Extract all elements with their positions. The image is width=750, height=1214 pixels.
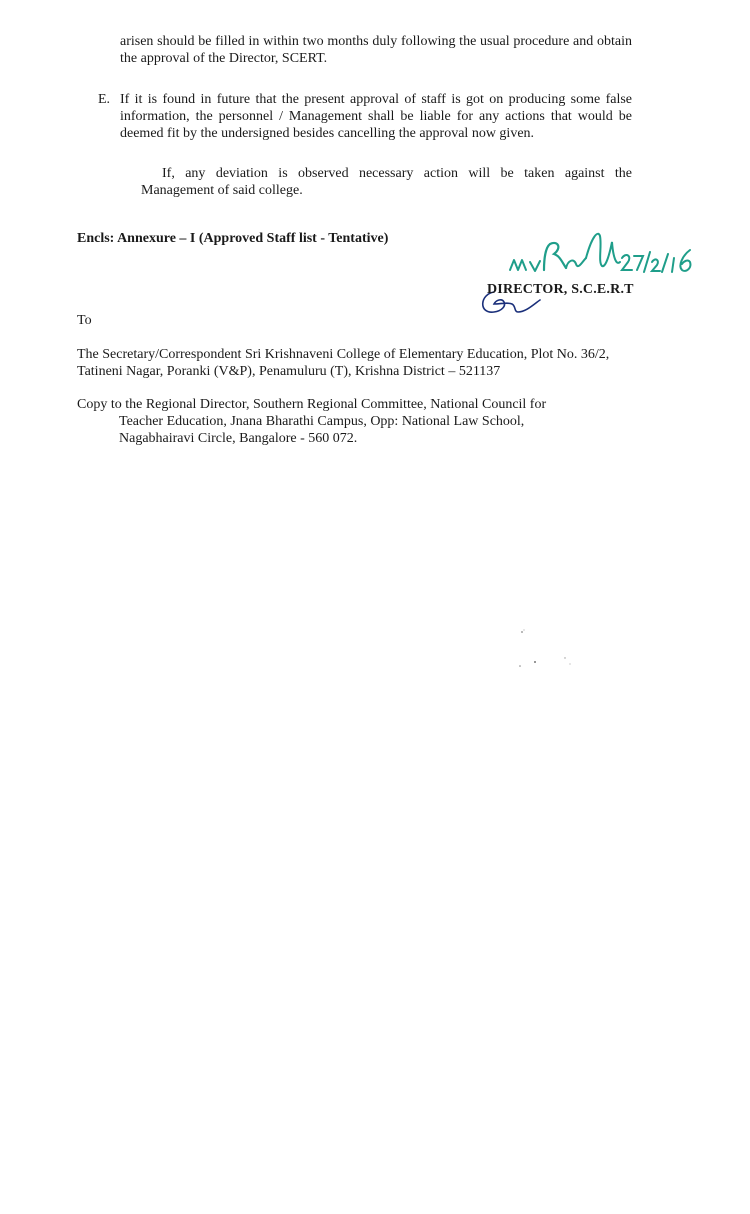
item-e-marker: E.	[98, 92, 111, 107]
paragraph-deviation: If, any deviation is observed necessary action will be taken against the Management of said college.	[141, 166, 632, 198]
copy-to-line-1: Copy to the Regional Director, Southern Regional Committee, National Council for	[77, 397, 547, 412]
handwritten-signature	[470, 222, 710, 322]
copy-to-block	[77, 396, 637, 447]
recipient-address: The Secretary/Correspondent Sri Krishnaveni College of Elementary Education, Plot No. 36/2, Tatineni Nagar, Poranki (V&P), Penamuluru (T), Krishna District – 521137	[77, 347, 610, 379]
to-label: To	[77, 313, 92, 328]
director-title: DIRECTOR, S.C.E.R.T	[487, 282, 634, 297]
copy-to-line-3: Nagabhairavi Circle, Bangalore - 560 072.	[119, 431, 358, 446]
copy-to-line-2: Teacher Education, Jnana Bharathi Campus, Opp: National Law School,	[119, 414, 525, 429]
item-e-text: If it is found in future that the present approval of staff is got on producing some false information, the personnel / Management shall be liable for any actions that would be deemed fit by the undersigned besides cancelling the approval now given.	[120, 92, 632, 141]
scan-specks	[510, 620, 580, 680]
enclosures-line: Encls: Annexure – I (Approved Staff list - Tentative)	[77, 231, 389, 246]
paragraph-continuation: arisen should be filled in within two months duly following the usual procedure and obtain the approval of the Director, SCERT.	[120, 34, 632, 66]
